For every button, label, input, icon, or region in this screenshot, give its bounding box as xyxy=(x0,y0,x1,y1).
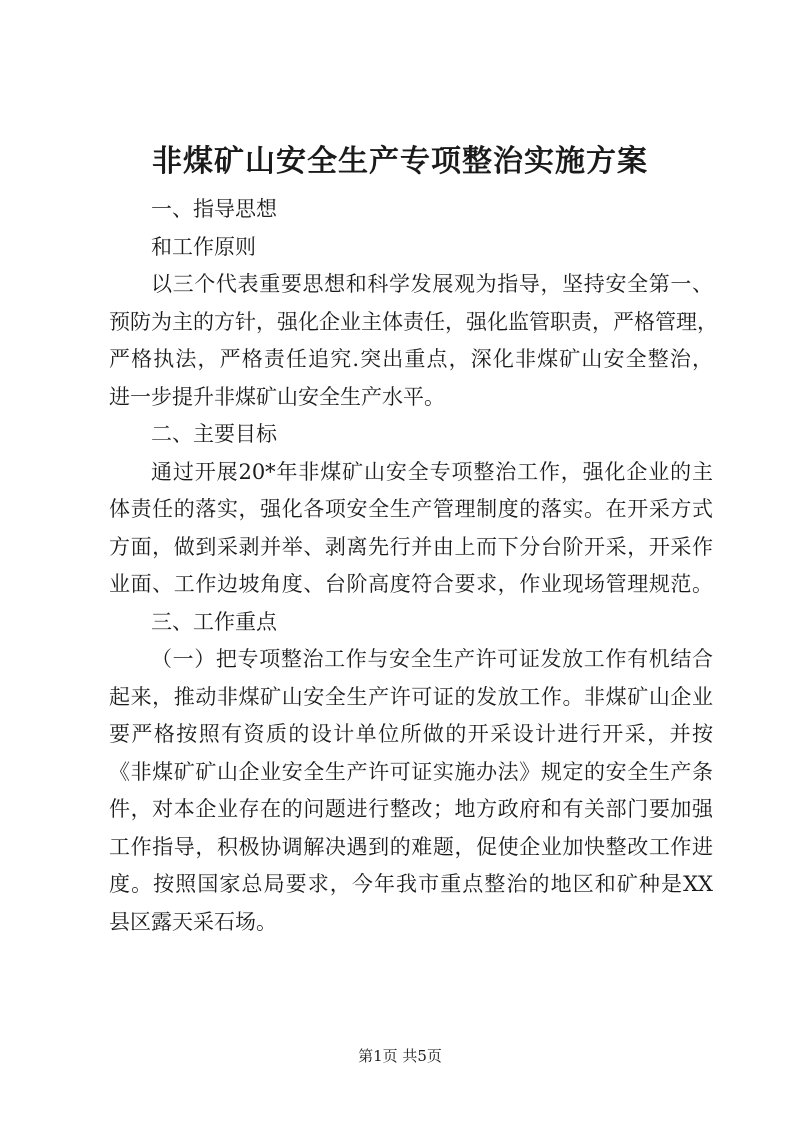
body-line: 进一步提升非煤矿山安全生产水平。 xyxy=(109,384,445,409)
body-line: 方面，做到采剥并举、剥离先行并由上而下分台阶开采，开采作 xyxy=(109,534,713,559)
body-line: 和工作原则 xyxy=(151,234,256,259)
body-line: 起来，推动非煤矿山安全生产许可证的发放工作。非煤矿山企业 xyxy=(109,684,713,709)
body-line: （一）把专项整治工作与安全生产许可证发放工作有机结合 xyxy=(151,647,713,671)
body-line: 度。按照国家总局要求，今年我市重点整治的地区和矿种是XX xyxy=(109,872,713,896)
page-footer: 第1页 共5页 xyxy=(358,1047,442,1065)
body-line: 通过开展20*年非煤矿山安全专项整治工作，强化企业的主 xyxy=(151,459,713,484)
body-line: 严格执法，严格责任追究.突出重点，深化非煤矿山安全整治， xyxy=(109,347,713,371)
body-line: 以三个代表重要思想和科学发展观为指导，坚持安全第一、 xyxy=(151,272,713,296)
body-line: 县区露天采石场。 xyxy=(109,909,277,934)
body-line: 预防为主的方针，强化企业主体责任，强化监管职责，严格管理， xyxy=(109,309,718,334)
body-line: 要严格按照有资质的设计单位所做的开采设计进行开采，并按 xyxy=(109,722,713,746)
body-line: 工作指导，积极协调解决遇到的难题，促使企业加快整改工作进 xyxy=(109,834,713,859)
body-line: 件，对本企业存在的问题进行整改；地方政府和有关部门要加强 xyxy=(109,797,713,821)
body-line: 《非煤矿矿山企业安全生产许可证实施办法》规定的安全生产条 xyxy=(109,759,713,784)
section-heading-guiding-thought: 一、指导思想 xyxy=(151,197,277,221)
section-heading-work-focus: 三、工作重点 xyxy=(151,609,277,634)
section-heading-main-goals: 二、主要目标 xyxy=(151,422,277,446)
body-line: 体责任的落实，强化各项安全生产管理制度的落实。在开采方式 xyxy=(109,497,713,521)
document-title: 非煤矿山安全生产专项整治实施方案 xyxy=(152,144,648,179)
body-line: 业面、工作边坡角度、台阶高度符合要求，作业现场管理规范。 xyxy=(109,572,713,596)
document-body xyxy=(109,191,718,941)
